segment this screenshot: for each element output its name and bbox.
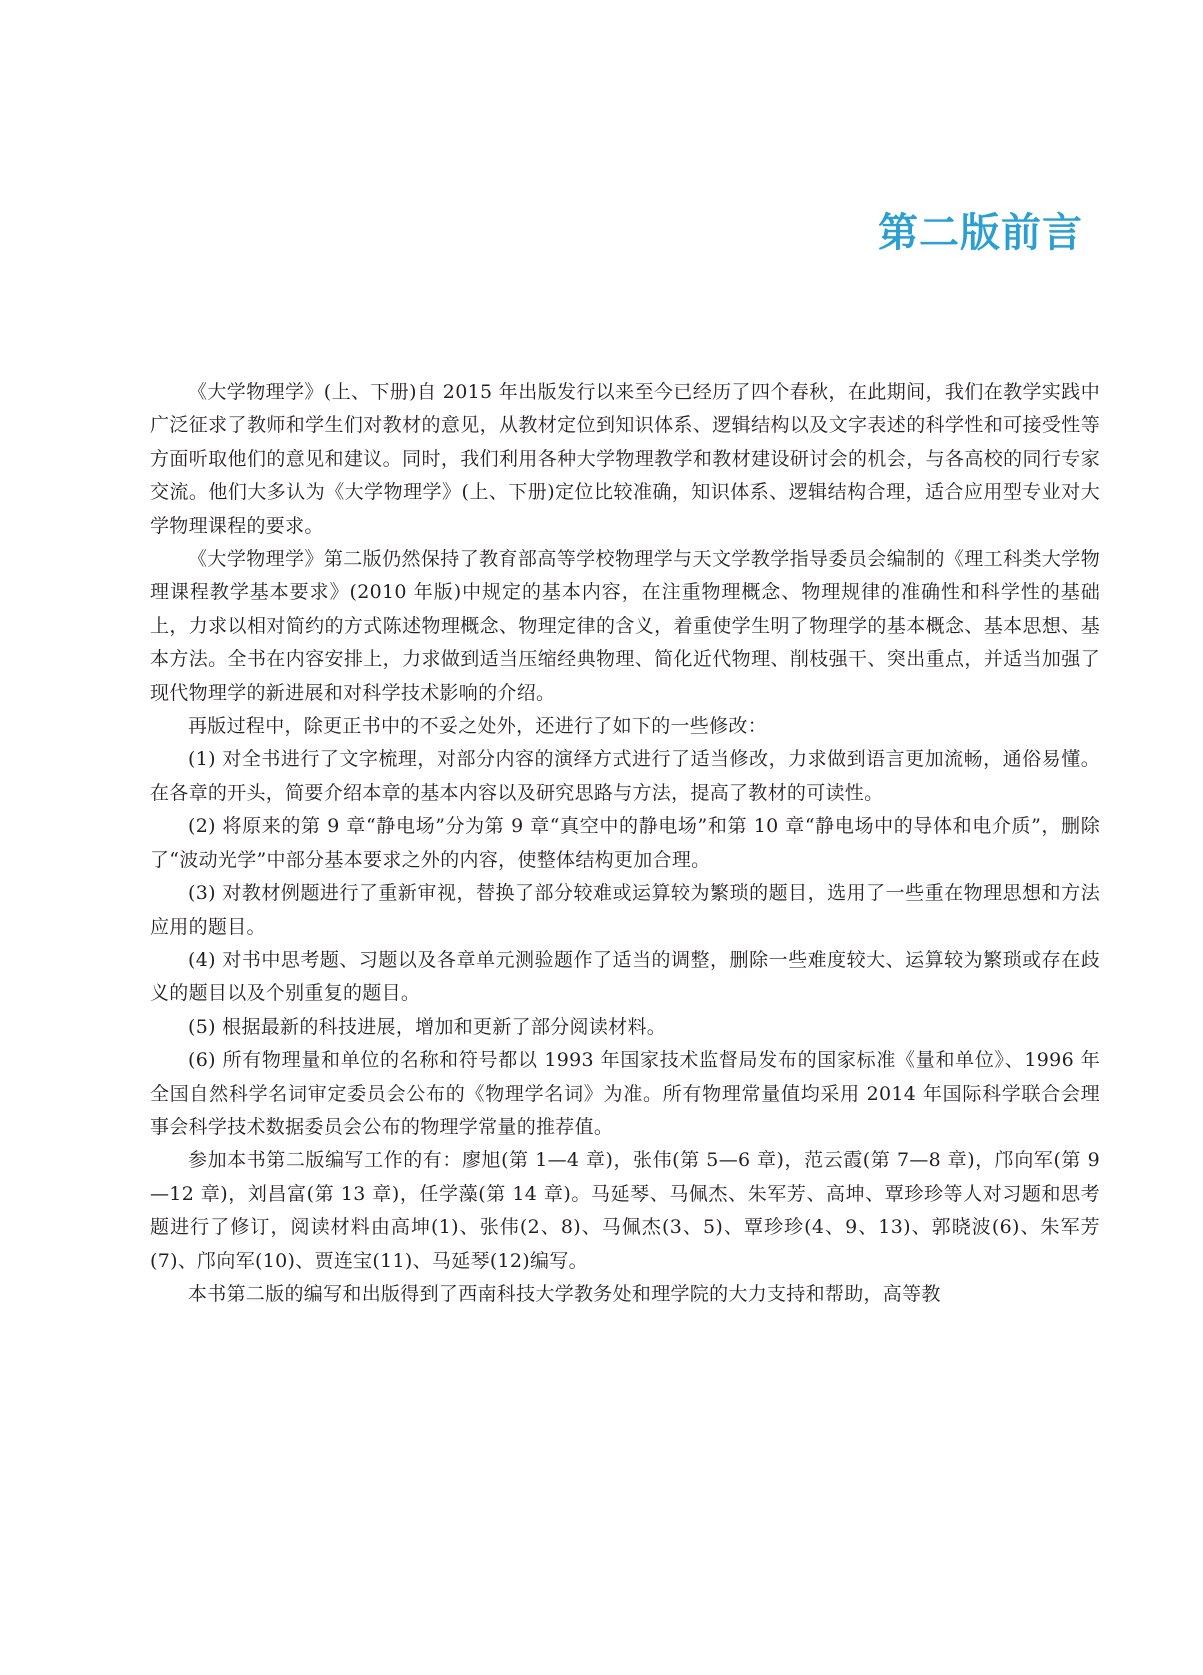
paragraph-revision-5: (5) 根据最新的科技进展，增加和更新了部分阅读材料。 — [188, 1015, 667, 1038]
paragraph-acknowledgement: 本书第二版的编写和出版得到了西南科技大学教务处和理学院的大力支持和帮助，高等教 — [188, 1282, 941, 1305]
paragraph-revision-3: (3) 对教材例题进行了重新审视，替换了部分较难或运算较为繁琐的题目，选用了一些重在物理思想和方法应用的题目。 — [150, 882, 1100, 938]
paragraph-intro: 《大学物理学》(上、下册)自 2015 年出版发行以来至今已经历了四个春秋，在此期间，我们在教学实践中广泛征求了教师和学生们对教材的意见，从教材定位到知识体系、逻辑结构以及文字表述的科学性和可接受性等方面听取他们的意见和建议。同时，我们利用各种大学物理教学和教材建设研讨会的机会，与各高校的同行专家交流。他们大多认为《大学物理学》(上、下册)定位比较准确，知识体系、逻辑结构合理，适合应用型专业对大学物理课程的要求。 — [150, 381, 1100, 537]
preface-body — [150, 376, 1100, 1311]
paragraph-revision-1: (1) 对全书进行了文字梳理，对部分内容的演绎方式进行了适当修改，力求做到语言更加流畅，通俗易懂。在各章的开头，简要介绍本章的基本内容以及研究思路与方法，提高了教材的可读性。 — [150, 748, 1100, 804]
paragraph-authors: 参加本书第二版编写工作的有：廖旭(第 1—4 章)，张伟(第 5—6 章)，范云霞(第 7—8 章)，邝向军(第 9—12 章)，刘昌富(第 13 章)，任学藻(第 14 章)。马延琴、马佩杰、朱军芳、高坤、覃珍珍等人对习题和思考题进行了修订，阅读材料由高坤(1)、张伟(2、8)、马佩杰(3、5)、覃珍珍(4、9、13)、郭晓波(6)、朱军芳(7)、邝向军(10)、贾连宝(11)、马延琴(12)编写。 — [150, 1149, 1100, 1272]
paragraph-revision-6: (6) 所有物理量和单位的名称和符号都以 1993 年国家技术监督局发布的国家标准《量和单位》、1996 年全国自然科学名词审定委员会公布的《物理学名词》为准。所有物理常量值均采用 2014 年国际科学联合会理事会科学技术数据委员会公布的物理学常量的推荐值。 — [150, 1049, 1100, 1138]
paragraph-revisions-intro: 再版过程中，除更正书中的不妥之处外，还进行了如下的一些修改： — [188, 715, 768, 738]
paragraph-content-scope: 《大学物理学》第二版仍然保持了教育部高等学校物理学与天文学教学指导委员会编制的《理工科类大学物理课程教学基本要求》(2010 年版)中规定的基本内容，在注重物理概念、物理规律的准确性和科学性的基础上，力求以相对简约的方式陈述物理概念、物理定律的含义，着重使学生明了物理学的基本概念、基本思想、基本方法。全书在内容安排上，力求做到适当压缩经典物理、简化近代物理、削枝强干、突出重点，并适当加强了现代物理学的新进展和对科学技术影响的介绍。 — [150, 548, 1100, 704]
paragraph-revision-2: (2) 将原来的第 9 章“静电场”分为第 9 章“真空中的静电场”和第 10 章“静电场中的导体和电介质”，删除了“波动光学”中部分基本要求之外的内容，使整体结构更加合理。 — [150, 815, 1100, 871]
paragraph-revision-4: (4) 对书中思考题、习题以及各章单元测验题作了适当的调整，删除一些难度较大、运算较为繁琐或存在歧义的题目以及个别重复的题目。 — [150, 948, 1100, 1005]
page-title: 第二版前言 — [878, 209, 1083, 256]
